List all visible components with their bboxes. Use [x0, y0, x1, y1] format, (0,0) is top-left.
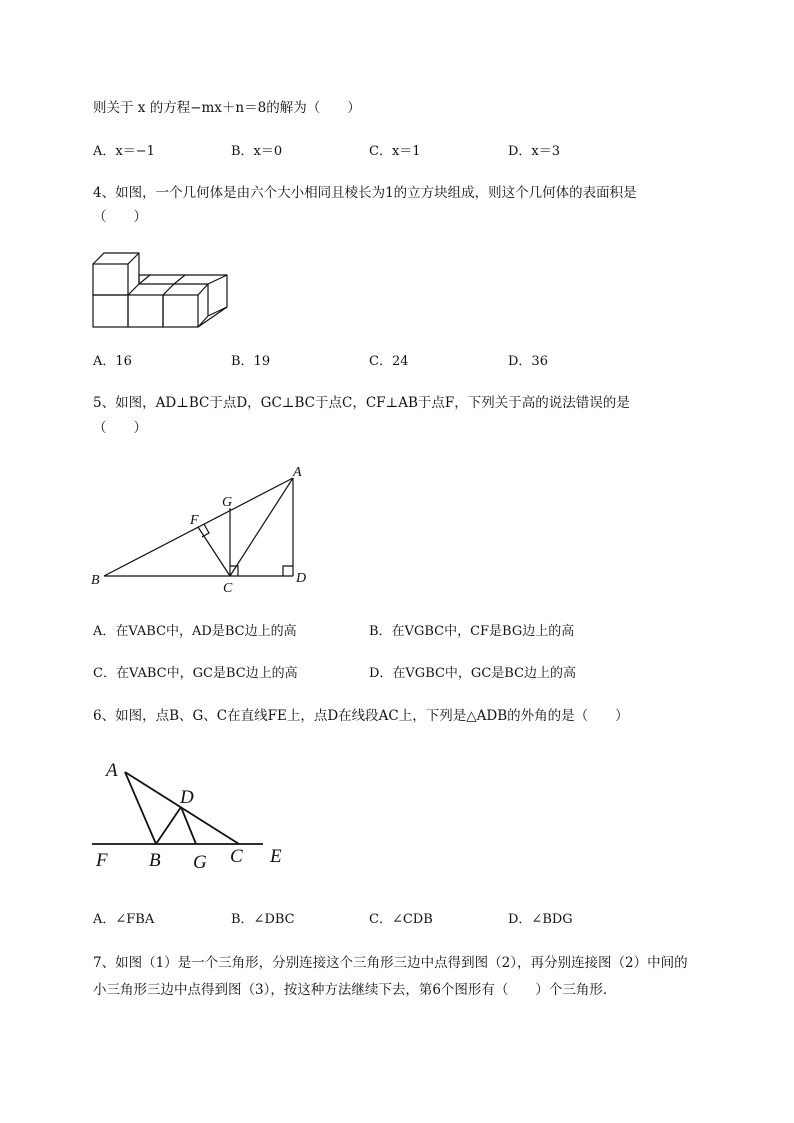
- cube-edge: [208, 275, 227, 284]
- q3-option-a[interactable]: A．x＝−1: [93, 144, 155, 159]
- cube-front-top-left: [93, 264, 128, 295]
- cube-edge: [128, 284, 139, 295]
- label-g: G: [193, 852, 207, 873]
- q4-option-c[interactable]: C．24: [369, 354, 409, 369]
- q4-stem: 4、如图，一个几何体是由六个大小相同且棱长为1的立方块组成，则这个几何体的表面积是: [93, 185, 637, 201]
- right-angle-d: [283, 566, 293, 576]
- q6-option-d[interactable]: D．∠BDG: [508, 912, 573, 927]
- label-f: F: [96, 850, 108, 871]
- q7-line2: 小三角形三边中点得到图（3），按这种方法继续下去，第6个图形有（ ）个三角形．: [93, 982, 617, 998]
- label-d: D: [180, 787, 194, 808]
- q5-option-c[interactable]: C．在VABC中，GC是BC边上的高: [93, 666, 298, 681]
- q6-option-a[interactable]: A．∠FBA: [93, 912, 155, 927]
- q3-option-d[interactable]: D．x＝3: [508, 144, 561, 159]
- cube-edge: [128, 253, 139, 264]
- label-c: C: [223, 581, 233, 596]
- cube-edge: [198, 284, 208, 295]
- label-d: D: [296, 571, 307, 586]
- cube-front-bottom-right: [163, 295, 198, 327]
- q4-option-d[interactable]: D．36: [508, 354, 548, 369]
- cube-figure: [88, 248, 233, 332]
- segment-bd: [156, 807, 181, 844]
- q6-option-b[interactable]: B．∠DBC: [231, 912, 295, 927]
- cube-edge: [139, 275, 150, 284]
- label-a: A: [293, 465, 302, 480]
- q3-stem: 则关于 x 的方程−mx＋n＝8的解为（ ）: [93, 100, 361, 116]
- q5-option-d[interactable]: D．在VGBC中，GC是BC边上的高: [369, 666, 577, 681]
- cube-edge: [208, 307, 227, 316]
- cube-top-row-face: [139, 275, 227, 327]
- q5-option-a[interactable]: A．在VABC中，AD是BC边上的高: [93, 624, 297, 639]
- label-c: C: [230, 846, 243, 867]
- label-g: G: [222, 495, 233, 510]
- q4-paren: （ ）: [93, 209, 147, 225]
- cube-edge: [163, 284, 174, 295]
- q4-option-a[interactable]: A．16: [93, 354, 132, 369]
- cube-front-bottom-mid: [128, 295, 163, 327]
- q5-option-b[interactable]: B．在VGBC中，CF是BG边上的高: [369, 624, 575, 639]
- q4-option-b[interactable]: B．19: [231, 354, 271, 369]
- segment-fc: [198, 527, 230, 576]
- q3-option-b[interactable]: B．x＝0: [231, 144, 283, 159]
- q5-stem: 5、如图，AD⊥BC于点D，GC⊥BC于点C，CF⊥AB于点F，下列关于高的说法错误的是: [93, 395, 630, 411]
- q3-option-c[interactable]: C．x＝1: [369, 144, 421, 159]
- label-a: A: [106, 760, 118, 781]
- q6-option-c[interactable]: C．∠CDB: [369, 912, 433, 927]
- q7-line1: 7、如图（1）是一个三角形，分别连接这个三角形三边中点得到图（2），再分别连接图（2）中间的: [93, 955, 688, 971]
- triangle-heights-figure: [88, 458, 323, 598]
- cube-front-bottom-left: [93, 295, 128, 327]
- label-b: B: [149, 850, 161, 871]
- label-e: E: [270, 846, 282, 867]
- label-f: F: [190, 513, 199, 528]
- segment-ac: [230, 478, 293, 576]
- q5-paren: （ ）: [93, 420, 147, 436]
- label-b: B: [91, 573, 100, 588]
- cube-edge: [174, 275, 185, 284]
- exterior-angle-figure: [88, 752, 298, 877]
- q6-stem: 6、如图，点B、G、C在直线FE上，点D在线段AC上，下列是△ADB的外角的是（ ）: [93, 708, 629, 724]
- cube-top-left-face: [93, 253, 139, 284]
